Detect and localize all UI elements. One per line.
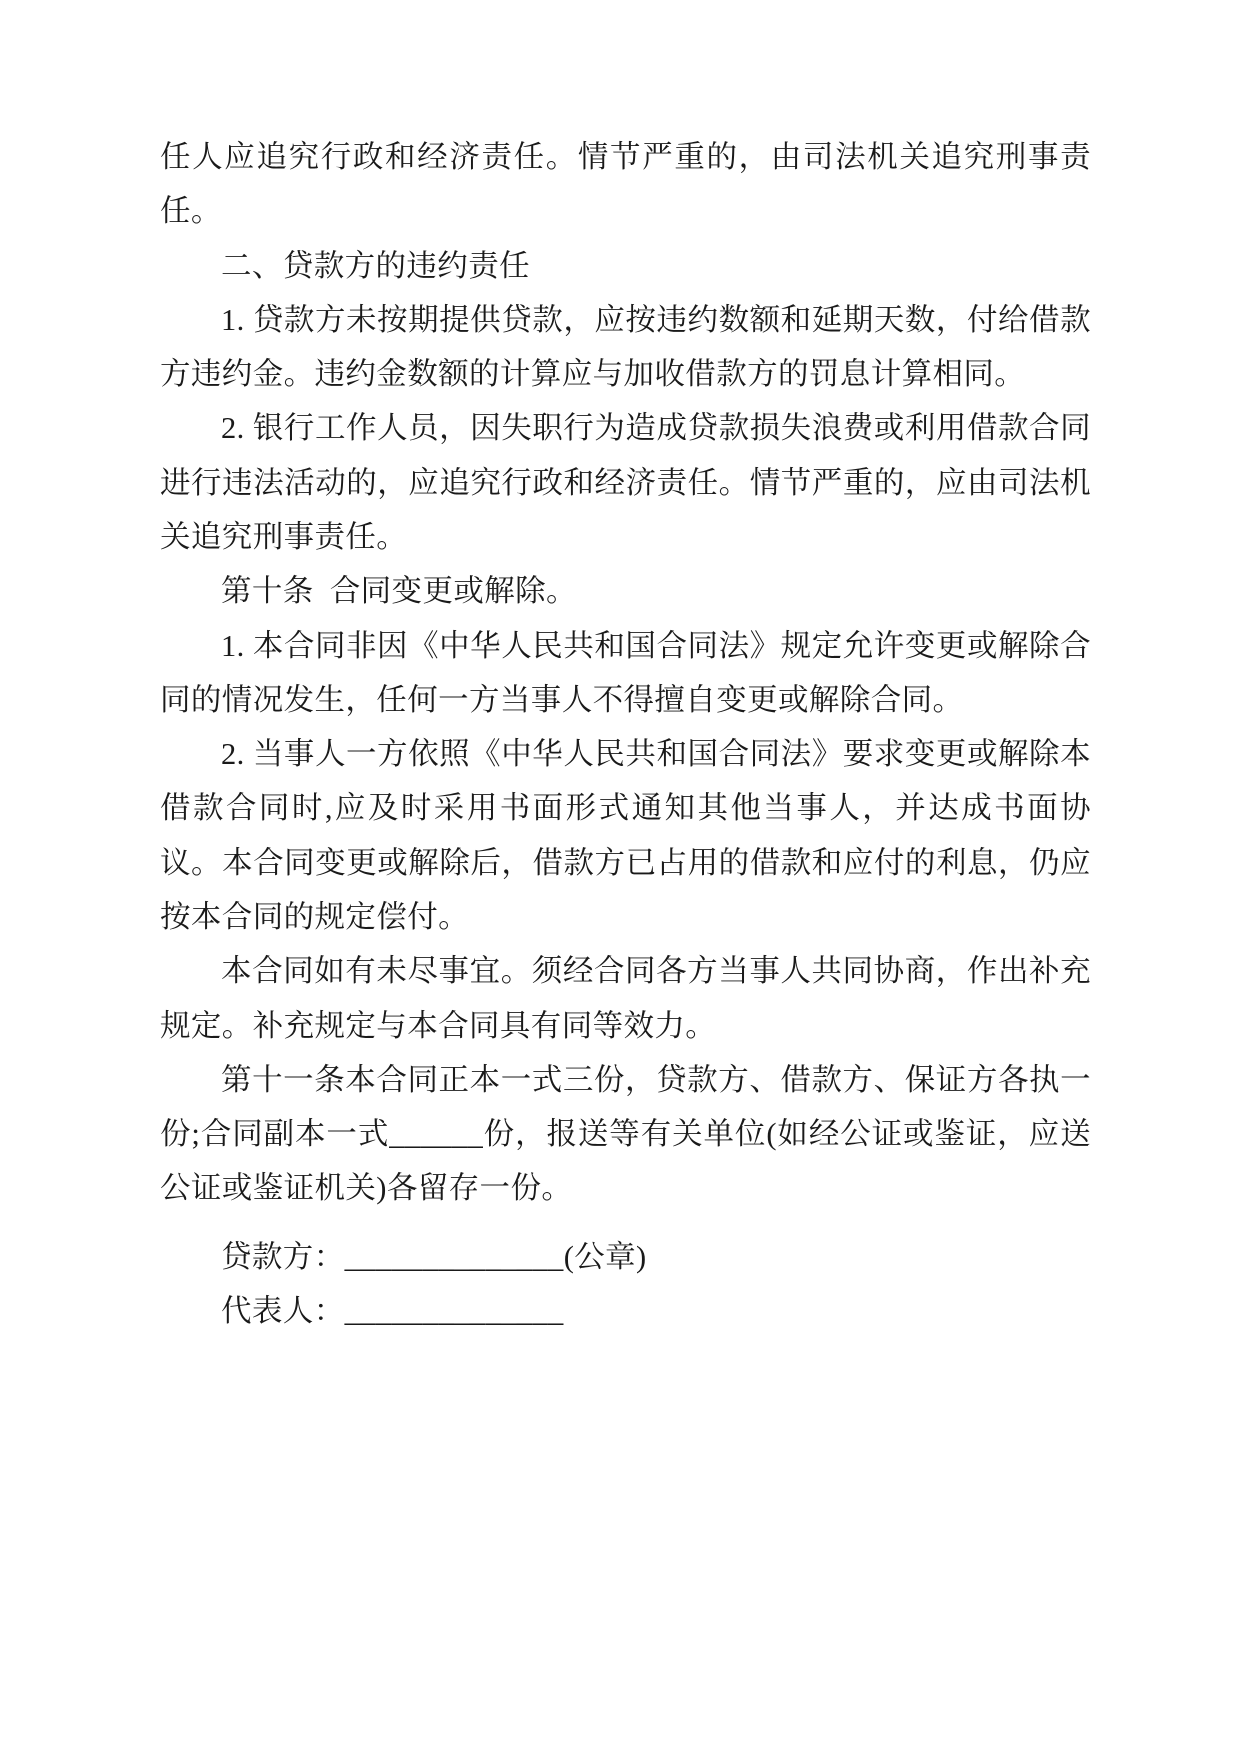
paragraph-article-ten-2: 2. 当事人一方依照《中华人民共和国合同法》要求变更或解除本借款合同时,应及时采用书面形式通知其他当事人，并达成书面协议。本合同变更或解除后，借款方已占用的借款和应付的利息，仍应按本合同的规定偿付。 (160, 737, 1091, 934)
paragraph-article-eleven: 第十一条本合同正本一式三份，贷款方、借款方、保证方各执一份;合同副本一式______份，报送等有关单位(如经公证或鉴证，应送公证或鉴证机关)各留存一份。 (160, 1062, 1091, 1206)
signature-lender: 贷款方：______________(公章) (221, 1239, 647, 1274)
paragraph-lender-breach-2: 2. 银行工作人员，因失职行为造成贷款损失浪费或利用借款合同进行违法活动的，应追究行政和经济责任。情节严重的，应由司法机关追究刑事责任。 (160, 411, 1091, 554)
paragraph-continued-criminal-liability: 任人应追究行政和经济责任。情节严重的，由司法机关追究刑事责任。 (160, 140, 1091, 229)
signature-block (160, 1230, 1091, 1339)
paragraph-article-ten-heading: 第十条 合同变更或解除。 (221, 574, 577, 609)
paragraph-lender-breach-1: 1. 贷款方未按期提供贷款，应按违约数额和延期天数，付给借款方违约金。违约金数额的计算应与加收借款方的罚息计算相同。 (160, 302, 1091, 392)
document-body (160, 130, 1091, 1338)
signature-representative: 代表人：______________ (221, 1293, 564, 1328)
paragraph-section-two-heading: 二、贷款方的违约责任 (221, 248, 530, 283)
paragraph-supplementary-provisions: 本合同如有未尽事宜。须经合同各方当事人共同协商，作出补充规定。补充规定与本合同具有同等效力。 (160, 954, 1091, 1043)
paragraph-article-ten-1: 1. 本合同非因《中华人民共和国合同法》规定允许变更或解除合同的情况发生，任何一方当事人不得擅自变更或解除合同。 (160, 628, 1091, 717)
